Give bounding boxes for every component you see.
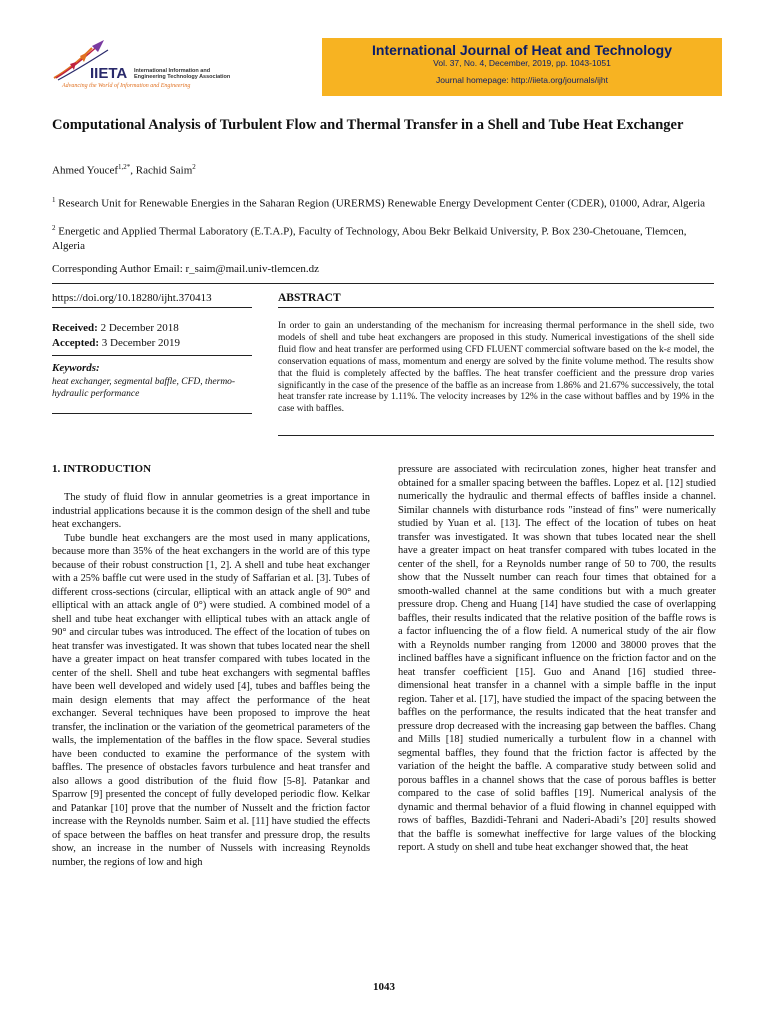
paragraph: pressure are associated with recirculation zones, higher heat transfer and obtained for a smaller spacing between the baffles. Lopez et al. [12] studied numerically the hydraulic and thermal effects of baffles inside a channel. Similar channels with disturbance rods "instead of fins" were numerically studied by Yuan et al. [13]. The effect of the location of tubes on heat transfer was investigated. It was shown that tubes located near the shell have a greater impact on heat transfer compared with tubes located in the center of the shell, for a Reynolds number range of 50 to 700, the results show that the Nusselt number can reach four times that obtained for a smooth-walled channel at the same conditions but with a much greater pressure drop. Cheng and Huang [14] have studied the case of overlapping baffles, their results indicated that the relative position of the baffle rows is a factor influencing the of a flow field. A numerical study of the air flow with a Reynolds number ranging from 12000 and 38000 proves that the inclined baffles have a significant influence on the friction factor and on the heat transfer coefficient [15]. Guo and Anand [16] studied three-dimensional heat transfer in a channel with a simple baffle in the input region. Taher et al. [17], have studied the impact of the spacing between the baffles on the performance, the results indicated that the heat transfer and pressure drop decreased with the increasing gap between the baffles. Chang and Mills [18] studied numerically a turbulent flow in a channel with segmental baffles, they found that the friction factor is affected by the variation of the height the baffle. A comparative study between solid and porous baffles in a channel shows that the case of porous baffles is better compared to the case of solid baffles [19]. Numerical analysis of the dynamic and thermal behavior of a fluid flowing in channel equipped with rows of baffles, Bazdidi-Tehrani and Naderi-Abadi’s [20] results showed that the baffle is somewhat ineffective for large values of the blocking report. A study on shell and tube heat exchanger showed that, the heat	[398, 464, 716, 853]
section-heading-introduction: 1. INTRODUCTION	[52, 463, 152, 475]
abstract-heading: ABSTRACT	[278, 292, 341, 304]
divider	[278, 307, 714, 308]
page-number: 1043	[373, 981, 395, 993]
corresponding-author-email[interactable]: Corresponding Author Email: r_saim@mail.univ-tlemcen.dz	[52, 263, 320, 275]
paragraph: Tube bundle heat exchangers are the most used in many applications, because more than 35% of the heat exchangers in the world are of this type because of their robust construction [1, 2]. A shell and tube heat exchanger with a 25% baffle cut were used in the study of Saffarian et al. [3]. Tubes of different cross-sections (circular, elliptical with an attack angle of 90° and elliptical with an attack angle of 0°) were studied. A combined model of a shell and tube heat exchanger with elliptical tubes with an attack angle of 90° and circular tubes was introduced. The effect of the location of tubes on heat transfer was investigated. It was shown that tubes located near the shell have a greater impact on heat transfer compared with tubes located in the center of the shell. Shell and tube heat exchangers with segmental baffles have been well developed and widely used [4], tubes and baffles being the main design elements that may affect the performance of the heat exchanger. Several techniques have been proposed to improve the heat transfer, the inclination or the variation of the geometrical parameters of the walls, the implementation of the baffles in the flow space. Several studies have been conducted to examine the performance of the system with baffles. The presence of obstacles favors turbulence and heat transfer and also allows a good distribution of the fluid flow [5-8]. Patankar and Sparrow [9] presented the concept of fully developed periodic flow. Kelkar and Patankar [10] prove that the number of Nusselt and the friction factor increase with the Reynolds number. Saim et al. [11] have studied the effects of space between the baffles on heat transfer and pressure drop, the results show, an increase in the number of Nussels with increasing Reynolds number, the regions of low and high	[52, 532, 370, 868]
author-1-affil-marks: 1,2*	[118, 163, 131, 171]
received-date: 2 December 2018	[97, 322, 179, 334]
doi-link[interactable]: https://doi.org/10.18280/ijht.370413	[52, 292, 212, 304]
logo-org-line1: International Information and	[134, 68, 211, 74]
logo-slogan: Advancing the World of Information and Engineering	[62, 83, 191, 89]
divider	[52, 307, 252, 308]
logo-word: IIETA	[90, 65, 128, 82]
accepted-line	[52, 336, 180, 351]
divider	[278, 435, 714, 436]
divider	[52, 283, 714, 284]
body-column-right	[398, 463, 716, 855]
affiliation-2-mark: 2	[52, 224, 56, 232]
journal-banner	[322, 38, 722, 96]
keywords-block	[52, 362, 252, 400]
divider	[52, 413, 252, 414]
journal-header	[46, 38, 722, 96]
received-accepted	[52, 321, 180, 351]
affiliation-1	[52, 193, 712, 211]
divider	[52, 355, 252, 356]
keywords-text: heat exchanger, segmental baffle, CFD, thermo-hydraulic performance	[52, 377, 236, 399]
logo-org-line2: Engineering Technology Association	[134, 74, 231, 80]
affiliation-2	[52, 221, 712, 253]
affiliation-1-mark: 1	[52, 196, 56, 204]
journal-title: International Journal of Heat and Technology	[372, 42, 672, 58]
logo-org-name	[134, 68, 230, 80]
affiliation-1-text: Research Unit for Renewable Energies in the Saharan Region (URERMS) Renewable Energy Development Center (CDER), 01000, Adrar, Algeria	[58, 197, 706, 210]
keywords-heading: Keywords:	[52, 362, 100, 374]
author-2-affil-marks: 2	[192, 163, 196, 171]
author-list	[52, 163, 196, 177]
accepted-date: 3 December 2019	[99, 337, 180, 349]
received-line	[52, 321, 180, 336]
iieta-logo	[46, 38, 276, 96]
author-1: Ahmed Youcef	[52, 164, 118, 177]
paragraph: The study of fluid flow in annular geometries is a great importance in industrial applications because it is the common design of the shell and tube heat exchangers.	[52, 492, 370, 530]
received-label: Received:	[52, 322, 98, 334]
paper-title: Computational Analysis of Turbulent Flow and Thermal Transfer in a Shell and Tube Heat Exchanger	[52, 117, 684, 133]
affiliation-2-text: Energetic and Applied Thermal Laboratory (E.T.A.P), Faculty of Technology, Abou Bekr Belkaid University, P. Box 230-Chetouane, Tlemcen, Algeria	[52, 225, 687, 252]
body-column-left	[52, 491, 370, 869]
abstract-text: In order to gain an understanding of the mechanism for increasing thermal performance in the shell side, two models of shell and tube heat exchangers are proposed in this study. Numerical investigations of the shell side fluid flow and heat transfer are performed using CFD FLUENT commercial software based on the k-ε model, the conservation equations of mass, momentum and energy are solved by the finite volume method. The results show that the fluid is completely affected by the baffles. The heat transfer coefficient and the pressure drop varies significantly in the case of the presence of the baffle as an increase from 1.86% and 21.67% successively, the total heat transfer rate increase by 1.11%. The velocity increases by 12% in the case without baffles and by 19% in the case with baffles.	[278, 321, 714, 415]
journal-homepage-link[interactable]: Journal homepage: http://iieta.org/journals/ijht	[436, 75, 608, 85]
author-2: , Rachid Saim	[130, 164, 193, 177]
accepted-label: Accepted:	[52, 337, 100, 349]
journal-volume: Vol. 37, No. 4, December, 2019, pp. 1043-1051	[433, 58, 611, 68]
